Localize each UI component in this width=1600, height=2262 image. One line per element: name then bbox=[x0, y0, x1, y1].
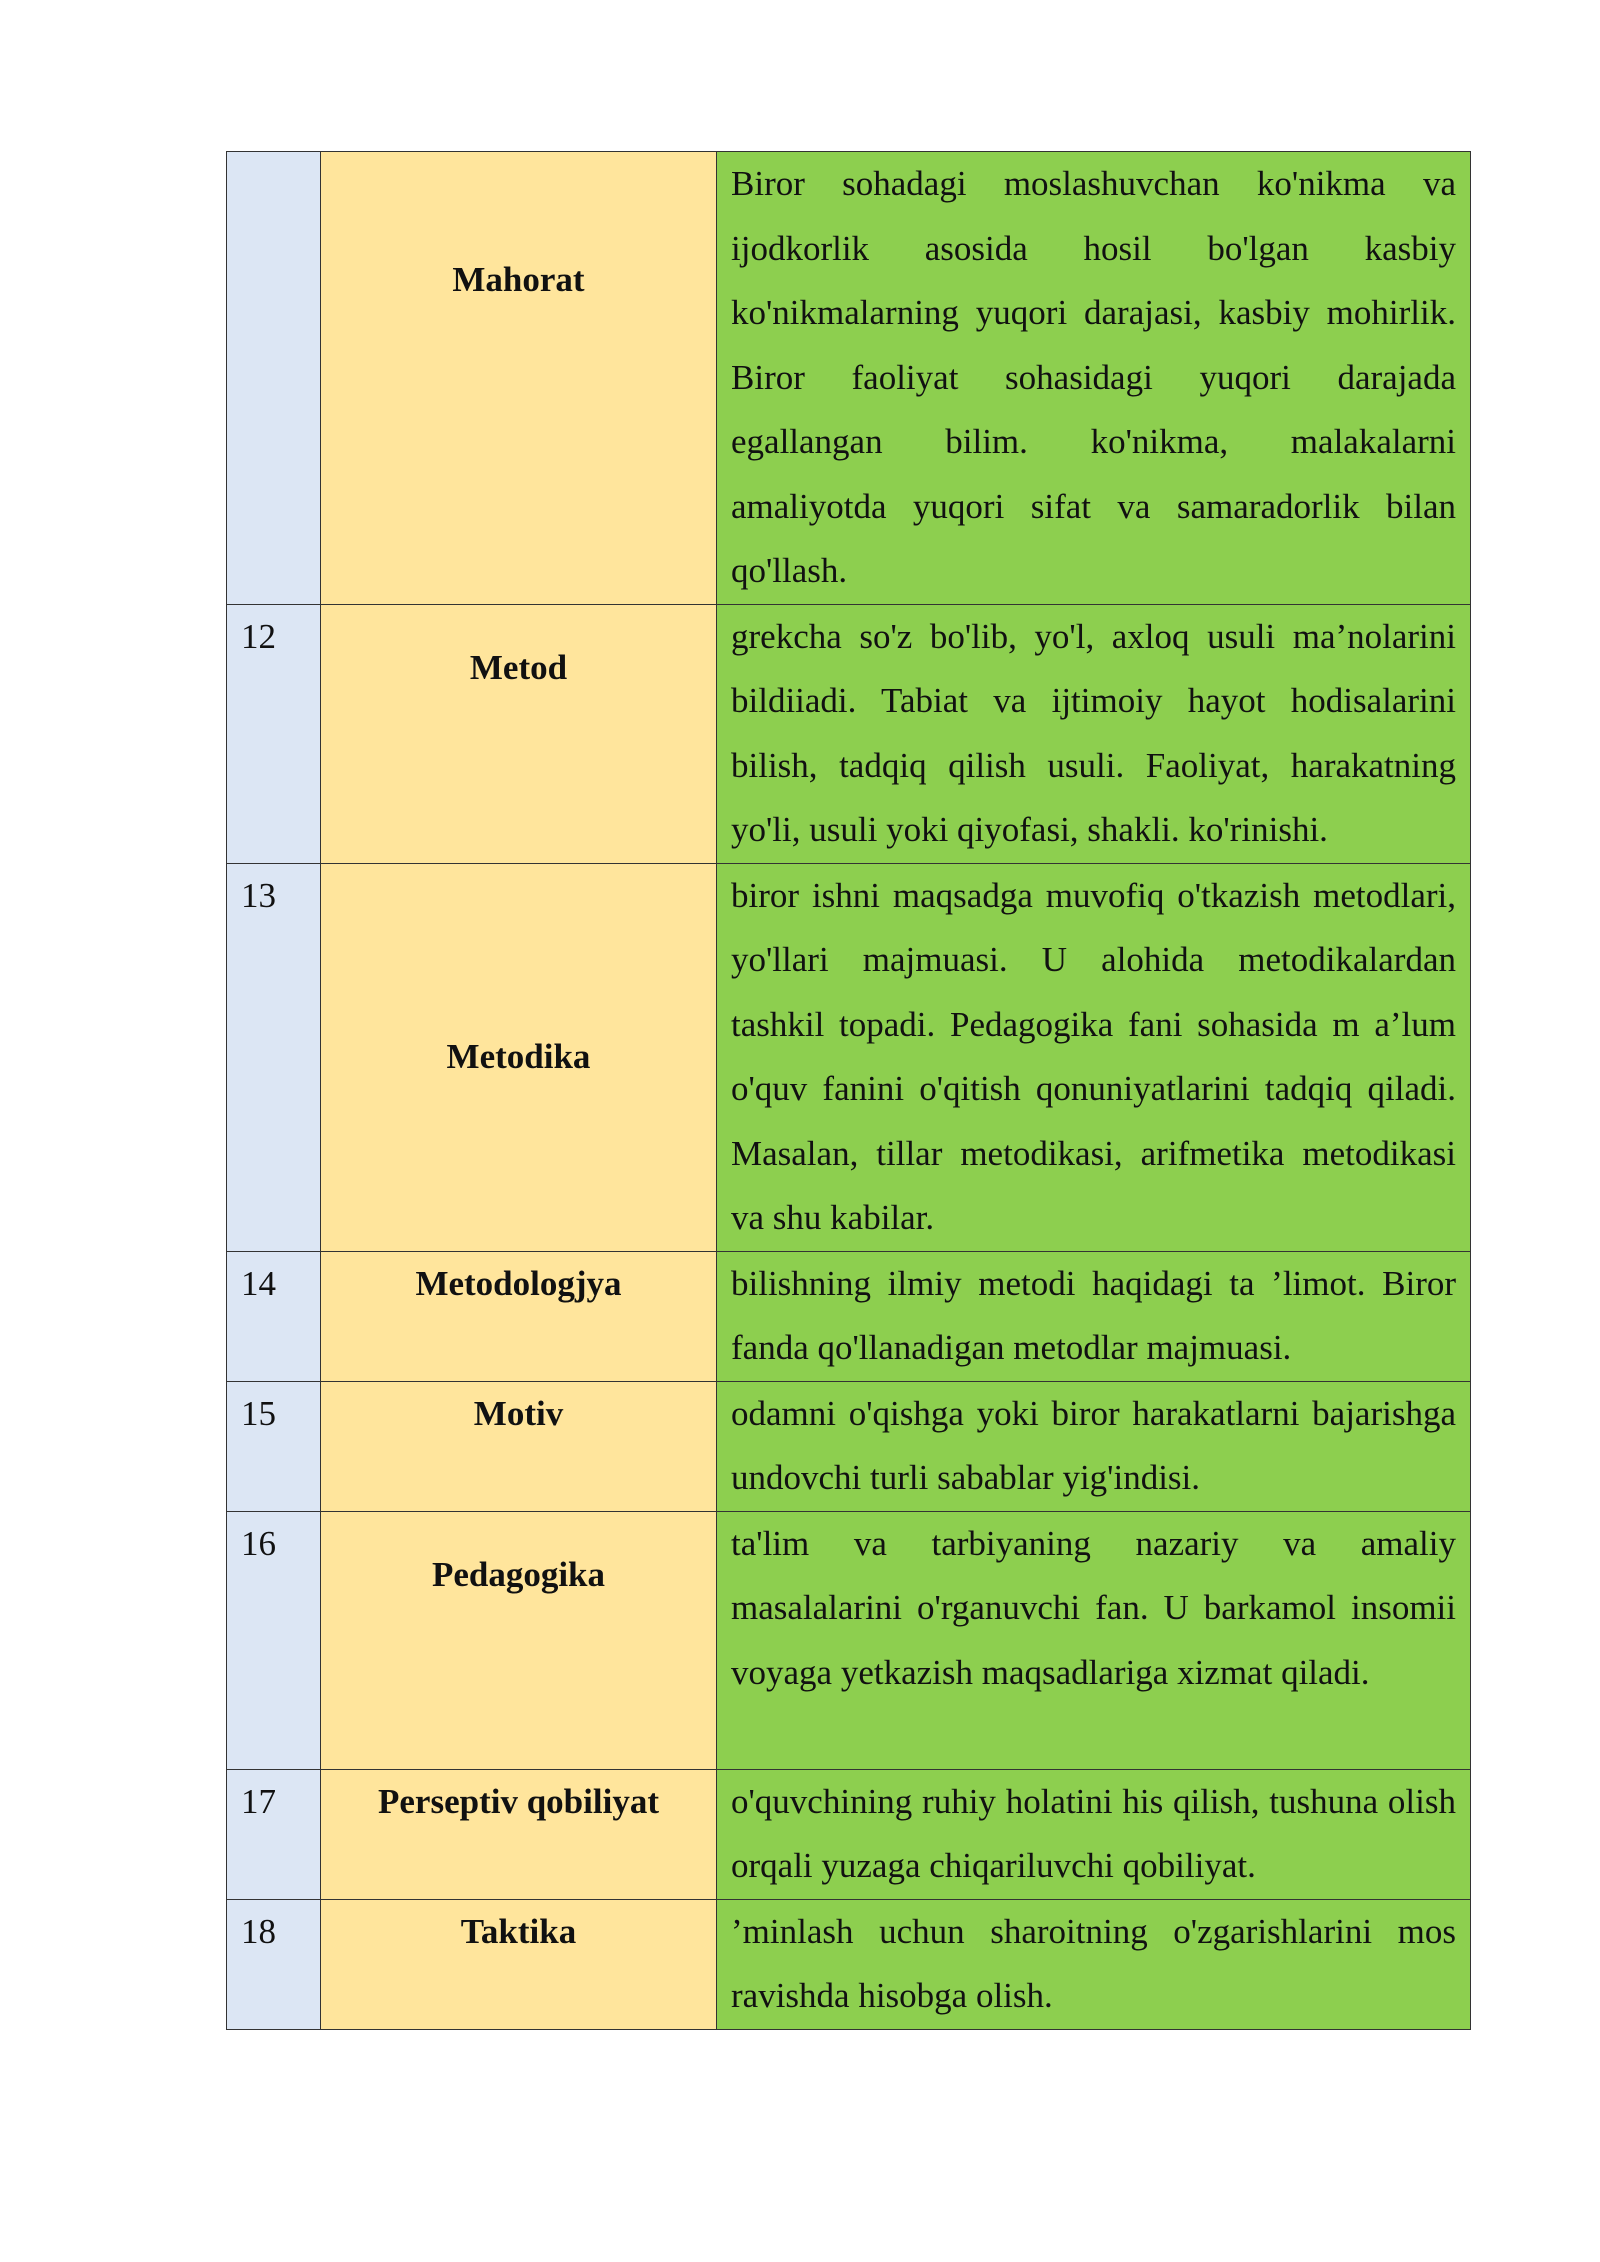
definition-cell bbox=[717, 604, 1471, 863]
term-label: Perseptiv qobiliyat bbox=[378, 1781, 659, 1821]
term-label: Metodologjya bbox=[415, 1263, 622, 1303]
row-number: 15 bbox=[227, 1381, 321, 1511]
table-row bbox=[227, 863, 1471, 1251]
definition-text: odamni o'qishga yoki biror harakatlarni bajarishga undovchi turli sabablar yig'indisi. bbox=[731, 1393, 1456, 1497]
definition-cell bbox=[717, 1381, 1471, 1511]
table-row bbox=[227, 152, 1471, 605]
term-cell bbox=[321, 1511, 717, 1769]
definition-cell bbox=[717, 1899, 1471, 2029]
row-number: 16 bbox=[227, 1511, 321, 1769]
term-label: Mahorat bbox=[452, 260, 585, 299]
definition-text: grekcha so'z bo'lib, yo'l, axloq usuli ma’nolarini bildiiadi. Tabiat va ijtimoiy hayot hodisalarini bilish, tadqiq qilish usuli. Faoliyat, harakatning yo'li, usuli yoki qiyofasi, shakli. ko'rinishi. bbox=[731, 616, 1456, 849]
term-label: Metod bbox=[469, 648, 568, 688]
definition-text: ta'lim va tarbiyaning nazariy va amaliy masalalarini o'rganuvchi fan. U barkamol insomii voyaga yetkazish maqsadlariga xizmat qiladi. bbox=[731, 1523, 1456, 1692]
definition-cell bbox=[717, 1769, 1471, 1899]
row-number: 13 bbox=[227, 863, 321, 1251]
row-number bbox=[227, 152, 321, 605]
definition-text: ’minlash uchun sharoitning o'zgarishlarini mos ravishda hisobga olish. bbox=[731, 1911, 1456, 2015]
row-number: 18 bbox=[227, 1899, 321, 2029]
term-cell bbox=[321, 1381, 717, 1511]
term-cell bbox=[321, 1769, 717, 1899]
term-cell bbox=[321, 604, 717, 863]
glossary-table bbox=[226, 151, 1471, 2030]
table-row bbox=[227, 1251, 1471, 1381]
term-label: Taktika bbox=[460, 1911, 577, 1951]
term-cell bbox=[321, 1899, 717, 2029]
definition-cell bbox=[717, 1511, 1471, 1769]
term-cell bbox=[321, 863, 717, 1251]
term-label: Pedagogika bbox=[431, 1554, 606, 1594]
term-cell bbox=[321, 152, 717, 605]
row-number: 17 bbox=[227, 1769, 321, 1899]
term-label: Motiv bbox=[473, 1393, 564, 1433]
table-row bbox=[227, 1769, 1471, 1899]
definition-text: bilishning ilmiy metodi haqidagi ta ’limot. Biror fanda qo'llanadigan metodlar majmuasi. bbox=[731, 1263, 1456, 1367]
table-row bbox=[227, 1511, 1471, 1769]
row-number: 12 bbox=[227, 604, 321, 863]
table-row bbox=[227, 1899, 1471, 2029]
definition-text: biror ishni maqsadga muvofiq o'tkazish metodlari, yo'llari majmuasi. U alohida metodikalardan tashkil topadi. Pedagogika fani sohasida m a’lum o'quv fanini o'qitish qonuniyatlarini tadqiq qiladi. Masalan, tillar metodikasi, arifmetika metodikasi va shu kabilar. bbox=[731, 875, 1456, 1237]
definition-cell bbox=[717, 863, 1471, 1251]
definition-cell bbox=[717, 152, 1471, 605]
term-label: Metodika bbox=[446, 1036, 591, 1076]
row-number: 14 bbox=[227, 1251, 321, 1381]
table-row bbox=[227, 604, 1471, 863]
definition-cell bbox=[717, 1251, 1471, 1381]
definition-text: Biror sohadagi moslashuvchan ko'nikma va ijodkorlik asosida hosil bo'lgan kasbiy ko'nikmalarning yuqori darajasi, kasbiy mohirlik. Biror faoliyat sohasidagi yuqori darajada egallangan bilim. ko'nikma, malakalarni amaliyotda yuqori sifat va samaradorlik bilan qo'llash. bbox=[731, 164, 1456, 590]
table-row bbox=[227, 1381, 1471, 1511]
term-cell bbox=[321, 1251, 717, 1381]
definition-text: o'quvchining ruhiy holatini his qilish, tushuna olish orqali yuzaga chiqariluvchi qobiliyat. bbox=[731, 1781, 1456, 1885]
